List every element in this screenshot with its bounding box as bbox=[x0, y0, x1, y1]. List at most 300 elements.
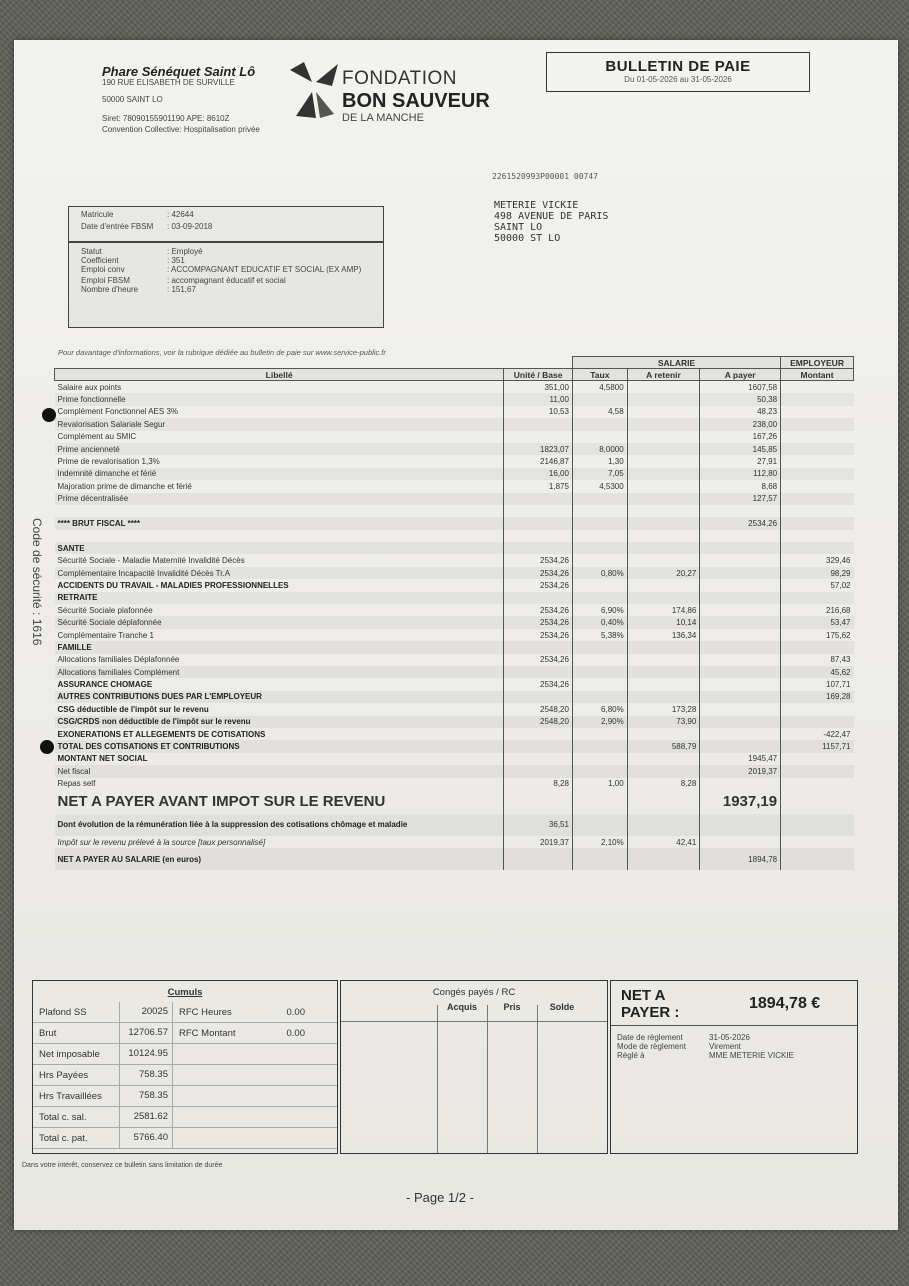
net-salarie-label: NET A PAYER AU SALARIE (en euros) bbox=[55, 848, 504, 870]
cumul-row bbox=[33, 1044, 337, 1065]
row-label: Allocations familiales Complément bbox=[55, 666, 504, 678]
row-payer: 238,00 bbox=[700, 418, 781, 430]
table-row bbox=[55, 765, 854, 777]
cumul-row bbox=[33, 1065, 337, 1086]
row-rate bbox=[572, 654, 627, 666]
row-employer: 53,47 bbox=[781, 616, 854, 628]
row-retenir bbox=[627, 654, 700, 666]
row-retenir: 8,28 bbox=[627, 778, 700, 790]
cumul-value-2: 0.00 bbox=[286, 1006, 305, 1018]
row-payer bbox=[700, 579, 781, 591]
row-employer bbox=[781, 381, 854, 394]
row-label: Complément Fonctionnel AES 3% bbox=[57, 407, 179, 417]
row-base: 1,875 bbox=[504, 480, 573, 492]
row-base bbox=[504, 542, 573, 554]
row-employer: 57,02 bbox=[781, 579, 854, 591]
row-payer bbox=[700, 592, 781, 604]
cumul-row bbox=[33, 1086, 337, 1107]
footer-note: Dans votre intérêt, conservez ce bulletin sans limitation de durée bbox=[22, 1162, 223, 1169]
cumul-row bbox=[33, 1107, 337, 1128]
row-label: Sécurité Sociale déplafonnée bbox=[55, 616, 504, 628]
header-employeur: EMPLOYEUR bbox=[781, 357, 854, 369]
row-retenir bbox=[627, 431, 700, 443]
row-base bbox=[504, 592, 573, 604]
row-label: Complémentaire Tranche 1 bbox=[57, 630, 154, 640]
row-retenir bbox=[627, 753, 700, 765]
employee-job-box bbox=[68, 242, 384, 328]
row-payer bbox=[700, 716, 781, 728]
table-row bbox=[55, 579, 854, 591]
row-employer bbox=[781, 468, 854, 480]
cumul-value: 5766.40 bbox=[119, 1128, 173, 1148]
net-salarie-amount: 1894,78 bbox=[700, 848, 781, 870]
row-employer bbox=[781, 418, 854, 430]
row-label: ACCIDENTS DU TRAVAIL - MALADIES PROFESSIONNELLES bbox=[57, 580, 289, 590]
row-retenir: 136,34 bbox=[627, 629, 700, 641]
employee-name: METERIE VICKIE bbox=[494, 200, 579, 211]
row-retenir bbox=[627, 641, 700, 653]
table-row bbox=[55, 443, 854, 455]
row-label: RETRAITE bbox=[55, 592, 504, 604]
row-retenir bbox=[627, 691, 700, 703]
row-rate: 6,90% bbox=[572, 604, 627, 616]
net-to-pay-panel bbox=[610, 980, 858, 1154]
row-label bbox=[55, 530, 504, 542]
row-employer bbox=[781, 703, 854, 715]
employer-convention: Convention Collective: Hospitalisation privée bbox=[102, 125, 260, 134]
table-row bbox=[55, 517, 854, 529]
row-rate: 6,80% bbox=[572, 703, 627, 715]
tax-amount: 42,41 bbox=[627, 836, 700, 848]
table-row bbox=[55, 629, 854, 641]
row-rate: 2,90% bbox=[572, 716, 627, 728]
employer-name: Phare Sénéquet Saint Lô bbox=[102, 64, 256, 79]
conges-col-solde: Solde bbox=[549, 1002, 575, 1012]
cumul-value-2: 0.00 bbox=[286, 1027, 305, 1039]
row-label: ASSURANCE CHOMAGE bbox=[57, 680, 153, 690]
row-rate bbox=[572, 418, 627, 430]
row-label: Sécurité Sociale plafonnée bbox=[57, 605, 153, 615]
row-rate bbox=[572, 579, 627, 591]
row-base: 2534,26 bbox=[504, 678, 573, 690]
row-retenir bbox=[627, 455, 700, 467]
cumuls-title: Cumuls bbox=[167, 987, 203, 998]
row-rate bbox=[572, 740, 627, 752]
row-base: 2548,20 bbox=[504, 716, 573, 728]
document-title: BULLETIN DE PAIE bbox=[605, 58, 751, 75]
row-label: SANTE bbox=[55, 542, 504, 554]
row-rate bbox=[572, 728, 627, 740]
row-retenir bbox=[627, 592, 700, 604]
row-rate bbox=[572, 431, 627, 443]
row-payer: 2019,37 bbox=[700, 765, 781, 777]
row-base bbox=[504, 666, 573, 678]
net-salarie-row bbox=[55, 848, 854, 870]
evolution-base: 36,51 bbox=[504, 814, 573, 836]
row-payer: 8,68 bbox=[700, 480, 781, 492]
table-row bbox=[55, 505, 854, 517]
row-label: CSG/CRDS non déductible de l'impôt sur le revenu bbox=[55, 716, 504, 728]
row-retenir: 20,27 bbox=[627, 567, 700, 579]
table-row bbox=[55, 728, 854, 740]
row-label: Prime ancienneté bbox=[55, 443, 504, 455]
cumul-label: Plafond SS bbox=[39, 1006, 87, 1018]
payment-details: Date de règlement 31-05-2026 Mode de règlement Virement Réglé à MME METERIE VICKIE bbox=[617, 1033, 794, 1060]
row-rate bbox=[572, 592, 627, 604]
row-label: AUTRES CONTRIBUTIONS DUES PAR L'EMPLOYEUR bbox=[55, 691, 504, 703]
employee-city-2: 50000 ST LO bbox=[494, 233, 561, 244]
table-row bbox=[55, 616, 854, 628]
table-row bbox=[55, 703, 854, 715]
row-base bbox=[504, 431, 573, 443]
row-employer bbox=[781, 778, 854, 790]
table-row bbox=[55, 542, 854, 554]
row-base: 2146,87 bbox=[504, 455, 573, 467]
row-base bbox=[504, 728, 573, 740]
table-row bbox=[55, 493, 854, 505]
conges-header bbox=[341, 1002, 607, 1012]
table-row bbox=[55, 654, 854, 666]
row-payer bbox=[700, 678, 781, 690]
row-label: Sécurité Sociale - Maladie Maternité Invalidité Décès bbox=[57, 556, 245, 566]
conges-panel bbox=[340, 980, 608, 1154]
row-employer: -422,47 bbox=[781, 728, 854, 740]
page-number: - Page 1/2 - bbox=[406, 1190, 474, 1205]
row-base: 1823,07 bbox=[504, 443, 573, 455]
table-row bbox=[55, 567, 854, 579]
net-to-pay-label: NET A PAYER : bbox=[621, 987, 680, 1021]
row-payer bbox=[700, 778, 781, 790]
net-to-pay-amount: 1894,78 € bbox=[749, 995, 821, 1012]
row-payer bbox=[700, 554, 781, 566]
row-payer bbox=[700, 666, 781, 678]
row-rate bbox=[572, 691, 627, 703]
row-rate bbox=[572, 530, 627, 542]
row-base: 2534,26 bbox=[504, 554, 573, 566]
row-base bbox=[504, 505, 573, 517]
header-base: Unité / Base bbox=[504, 369, 573, 381]
row-payer bbox=[700, 616, 781, 628]
row-payer: 1945,47 bbox=[700, 753, 781, 765]
table-row bbox=[55, 480, 854, 492]
row-base: 2534,26 bbox=[504, 579, 573, 591]
row-employer bbox=[781, 480, 854, 492]
row-employer: 329,46 bbox=[781, 554, 854, 566]
row-label: Complémentaire Incapacité Invalidité Décès Tr.A bbox=[55, 567, 504, 579]
tax-row bbox=[55, 836, 854, 848]
row-label: Prime de revalorisation 1,3% bbox=[57, 457, 160, 467]
row-employer: 175,62 bbox=[781, 629, 854, 641]
logo-line-3: DE LA MANCHE bbox=[342, 112, 424, 124]
row-employer bbox=[781, 592, 854, 604]
row-employer: 216,68 bbox=[781, 604, 854, 616]
row-base: 351,00 bbox=[504, 381, 573, 394]
row-payer bbox=[700, 567, 781, 579]
evolution-label: Dont évolution de la rémunération liée à la suppression des cotisations chômage et maladie bbox=[55, 814, 504, 836]
table-row bbox=[55, 418, 854, 430]
row-rate bbox=[572, 505, 627, 517]
table-row bbox=[55, 691, 854, 703]
row-rate: 4,58 bbox=[572, 406, 627, 418]
security-code-text: Code de sécurité : 1616 bbox=[30, 518, 44, 646]
conges-col-pris: Pris bbox=[503, 1002, 521, 1012]
cumul-label: Brut bbox=[39, 1027, 57, 1039]
row-rate bbox=[572, 678, 627, 690]
job-field: Emploi FBSM : accompagnant éducatif et social bbox=[81, 276, 286, 285]
row-label: Repas self bbox=[57, 779, 96, 789]
row-rate bbox=[572, 554, 627, 566]
row-retenir bbox=[627, 666, 700, 678]
row-base: 2534,26 bbox=[504, 616, 573, 628]
row-base: 2534,26 bbox=[504, 654, 573, 666]
document-title-box bbox=[546, 52, 810, 92]
row-label: Allocations familiales Déplafonnée bbox=[57, 655, 180, 665]
employer-block bbox=[102, 66, 260, 135]
row-employer bbox=[781, 505, 854, 517]
row-rate bbox=[572, 393, 627, 405]
employee-address bbox=[494, 200, 608, 244]
payslip-table bbox=[54, 356, 854, 870]
row-label: Complément au SMIC bbox=[57, 432, 137, 442]
row-employer bbox=[781, 716, 854, 728]
row-base: 11,00 bbox=[504, 393, 573, 405]
row-label: TOTAL DES COTISATIONS ET CONTRIBUTIONS bbox=[55, 740, 504, 752]
row-payer: 27,91 bbox=[700, 455, 781, 467]
header-montant: Montant bbox=[781, 369, 854, 381]
job-field: Statut : Employé bbox=[81, 247, 203, 256]
row-base bbox=[504, 765, 573, 777]
net-before-tax-amount: 1937,19 bbox=[700, 790, 781, 814]
table-row bbox=[55, 641, 854, 653]
table-row bbox=[55, 406, 854, 418]
row-rate bbox=[572, 542, 627, 554]
row-payer bbox=[700, 604, 781, 616]
row-retenir bbox=[627, 530, 700, 542]
row-employer: 107,71 bbox=[781, 678, 854, 690]
row-retenir bbox=[627, 579, 700, 591]
net-before-tax-label: NET A PAYER AVANT IMPOT SUR LE REVENU bbox=[57, 793, 386, 811]
row-payer bbox=[700, 505, 781, 517]
cumul-row bbox=[33, 1023, 337, 1044]
cumul-value: 10124.95 bbox=[119, 1044, 173, 1064]
row-rate bbox=[572, 641, 627, 653]
row-rate: 0,40% bbox=[572, 616, 627, 628]
row-rate bbox=[572, 517, 627, 529]
row-employer bbox=[781, 517, 854, 529]
job-field: Coefficient : 351 bbox=[81, 256, 185, 265]
row-label: Majoration prime de dimanche et férié bbox=[57, 481, 192, 491]
row-employer bbox=[781, 641, 854, 653]
employer-address-2: 50000 SAINT LO bbox=[102, 95, 163, 104]
cumul-label: Net imposable bbox=[39, 1048, 100, 1060]
table-row bbox=[55, 468, 854, 480]
row-rate: 1,30 bbox=[572, 455, 627, 467]
header-salarie: SALARIE bbox=[572, 357, 780, 369]
row-payer bbox=[700, 629, 781, 641]
row-base: 2548,20 bbox=[504, 703, 573, 715]
row-payer bbox=[700, 691, 781, 703]
row-base bbox=[504, 530, 573, 542]
row-base: 10,53 bbox=[504, 406, 573, 418]
row-retenir: 10,14 bbox=[627, 616, 700, 628]
table-row bbox=[55, 381, 854, 394]
tax-label: Impôt sur le revenu prélevé à la source [taux personnalisé] bbox=[57, 837, 266, 847]
row-rate: 7,05 bbox=[572, 468, 627, 480]
row-payer: 127,57 bbox=[700, 493, 781, 505]
row-rate: 0,80% bbox=[572, 567, 627, 579]
row-employer bbox=[781, 542, 854, 554]
evolution-row bbox=[55, 814, 854, 836]
row-employer bbox=[781, 443, 854, 455]
cumul-label: Total c. pat. bbox=[39, 1132, 88, 1144]
row-base bbox=[504, 641, 573, 653]
row-employer: 45,62 bbox=[781, 666, 854, 678]
punch-hole-icon bbox=[40, 740, 54, 754]
row-retenir: 588,79 bbox=[627, 740, 700, 752]
row-rate: 4,5800 bbox=[572, 381, 627, 394]
cumul-label-2: RFC Montant bbox=[179, 1027, 236, 1039]
header-payer: A payer bbox=[700, 369, 781, 381]
job-field: Nombre d'heure : 151,67 bbox=[81, 285, 196, 294]
row-employer bbox=[781, 765, 854, 777]
table-row bbox=[55, 530, 854, 542]
tax-base: 2019,37 bbox=[504, 836, 573, 848]
row-rate bbox=[572, 765, 627, 777]
row-employer: 1157,71 bbox=[781, 740, 854, 752]
row-employer bbox=[781, 406, 854, 418]
row-payer bbox=[700, 654, 781, 666]
cumul-row bbox=[33, 1002, 337, 1023]
row-rate: 1,00 bbox=[572, 778, 627, 790]
row-label: Indemnité dimanche et férié bbox=[55, 468, 504, 480]
row-retenir bbox=[627, 468, 700, 480]
cumuls-panel bbox=[32, 980, 338, 1154]
row-base: 2534,26 bbox=[504, 567, 573, 579]
employee-city-1: SAINT LO bbox=[494, 222, 543, 233]
table-row bbox=[55, 604, 854, 616]
row-base bbox=[504, 740, 573, 752]
row-retenir bbox=[627, 493, 700, 505]
row-employer: 98,29 bbox=[781, 567, 854, 579]
net-before-tax-row bbox=[55, 790, 854, 814]
table-header-group bbox=[55, 357, 854, 369]
cumul-label: Total c. sal. bbox=[39, 1111, 87, 1123]
row-employer bbox=[781, 493, 854, 505]
row-rate bbox=[572, 493, 627, 505]
row-retenir bbox=[627, 381, 700, 394]
row-base bbox=[504, 753, 573, 765]
employer-address-1: 190 RUE ELISABETH DE SURVILLE bbox=[102, 78, 235, 87]
logo-line-2: BON SAUVEUR bbox=[342, 90, 490, 112]
row-rate: 4,5300 bbox=[572, 480, 627, 492]
row-payer bbox=[700, 728, 781, 740]
table-row bbox=[55, 431, 854, 443]
row-base: 2534,26 bbox=[504, 629, 573, 641]
row-payer bbox=[700, 740, 781, 752]
table-row bbox=[55, 554, 854, 566]
row-retenir bbox=[627, 480, 700, 492]
cumul-value: 20025 bbox=[119, 1002, 173, 1022]
row-retenir bbox=[627, 517, 700, 529]
table-row bbox=[55, 740, 854, 752]
row-employer bbox=[781, 753, 854, 765]
row-employer: 169,28 bbox=[781, 691, 854, 703]
conges-col-acquis: Acquis bbox=[446, 1002, 477, 1012]
row-label: Net fiscal bbox=[55, 765, 504, 777]
row-payer: 1607,58 bbox=[700, 381, 781, 394]
cumul-value: 2581.62 bbox=[119, 1107, 173, 1127]
row-label: **** BRUT FISCAL **** bbox=[55, 517, 504, 529]
row-base bbox=[504, 493, 573, 505]
row-retenir bbox=[627, 554, 700, 566]
table-row bbox=[55, 592, 854, 604]
row-label: Revalorisation Salariale Segur bbox=[55, 418, 504, 430]
row-label: Prime fonctionnelle bbox=[55, 393, 504, 405]
document-reference: 2261520993P00001 00747 bbox=[492, 172, 598, 181]
row-base bbox=[504, 517, 573, 529]
id-field: Date d'entrée FBSM : 03-09-2018 bbox=[81, 222, 213, 231]
cumul-row bbox=[33, 1128, 337, 1149]
employee-id-box bbox=[68, 206, 384, 242]
row-payer bbox=[700, 703, 781, 715]
row-payer: 145,85 bbox=[700, 443, 781, 455]
row-rate: 5,38% bbox=[572, 629, 627, 641]
row-label: Prime décentralisée bbox=[55, 493, 504, 505]
row-payer: 2534,26 bbox=[700, 517, 781, 529]
employer-siret: Siret: 78090155901190 APE: 8610Z bbox=[102, 114, 230, 123]
cumul-value: 12706.57 bbox=[119, 1023, 173, 1043]
cumul-label-2: RFC Heures bbox=[179, 1006, 232, 1018]
cumul-value: 758.35 bbox=[119, 1065, 173, 1085]
cumul-label: Hrs Travaillées bbox=[39, 1090, 102, 1102]
header-retenir: A retenir bbox=[627, 369, 700, 381]
row-label: EXONERATIONS ET ALLEGEMENTS DE COTISATIONS bbox=[57, 729, 266, 739]
row-label bbox=[55, 505, 504, 517]
logo-line-1: FONDATION bbox=[342, 68, 457, 89]
row-retenir bbox=[627, 505, 700, 517]
conges-title: Congés payés / RC bbox=[432, 987, 516, 998]
row-payer: 48,23 bbox=[700, 406, 781, 418]
row-payer: 167,26 bbox=[700, 431, 781, 443]
table-row bbox=[55, 455, 854, 467]
cumul-value: 758.35 bbox=[119, 1086, 173, 1106]
row-base bbox=[504, 691, 573, 703]
row-retenir bbox=[627, 418, 700, 430]
row-label: FAMILLE bbox=[55, 641, 504, 653]
table-row bbox=[55, 778, 854, 790]
row-employer bbox=[781, 530, 854, 542]
row-rate bbox=[572, 666, 627, 678]
row-base: 16,00 bbox=[504, 468, 573, 480]
row-base: 8,28 bbox=[504, 778, 573, 790]
row-retenir bbox=[627, 765, 700, 777]
row-label: Salaire aux points bbox=[57, 382, 122, 392]
row-label: CSG déductible de l'impôt sur le revenu bbox=[57, 704, 209, 714]
row-retenir bbox=[627, 406, 700, 418]
job-field: Emploi conv : ACCOMPAGNANT EDUCATIF ET SOCIAL (EX AMP) bbox=[81, 265, 362, 274]
header-libelle: Libellé bbox=[55, 369, 504, 381]
row-label: MONTANT NET SOCIAL bbox=[57, 754, 148, 764]
logo-mark-icon bbox=[286, 56, 342, 122]
table-row bbox=[55, 716, 854, 728]
table-row bbox=[55, 393, 854, 405]
table-row bbox=[55, 753, 854, 765]
header-taux: Taux bbox=[572, 369, 627, 381]
row-retenir bbox=[627, 542, 700, 554]
row-rate bbox=[572, 753, 627, 765]
tax-rate: 2,10% bbox=[572, 836, 627, 848]
row-payer: 112,80 bbox=[700, 468, 781, 480]
